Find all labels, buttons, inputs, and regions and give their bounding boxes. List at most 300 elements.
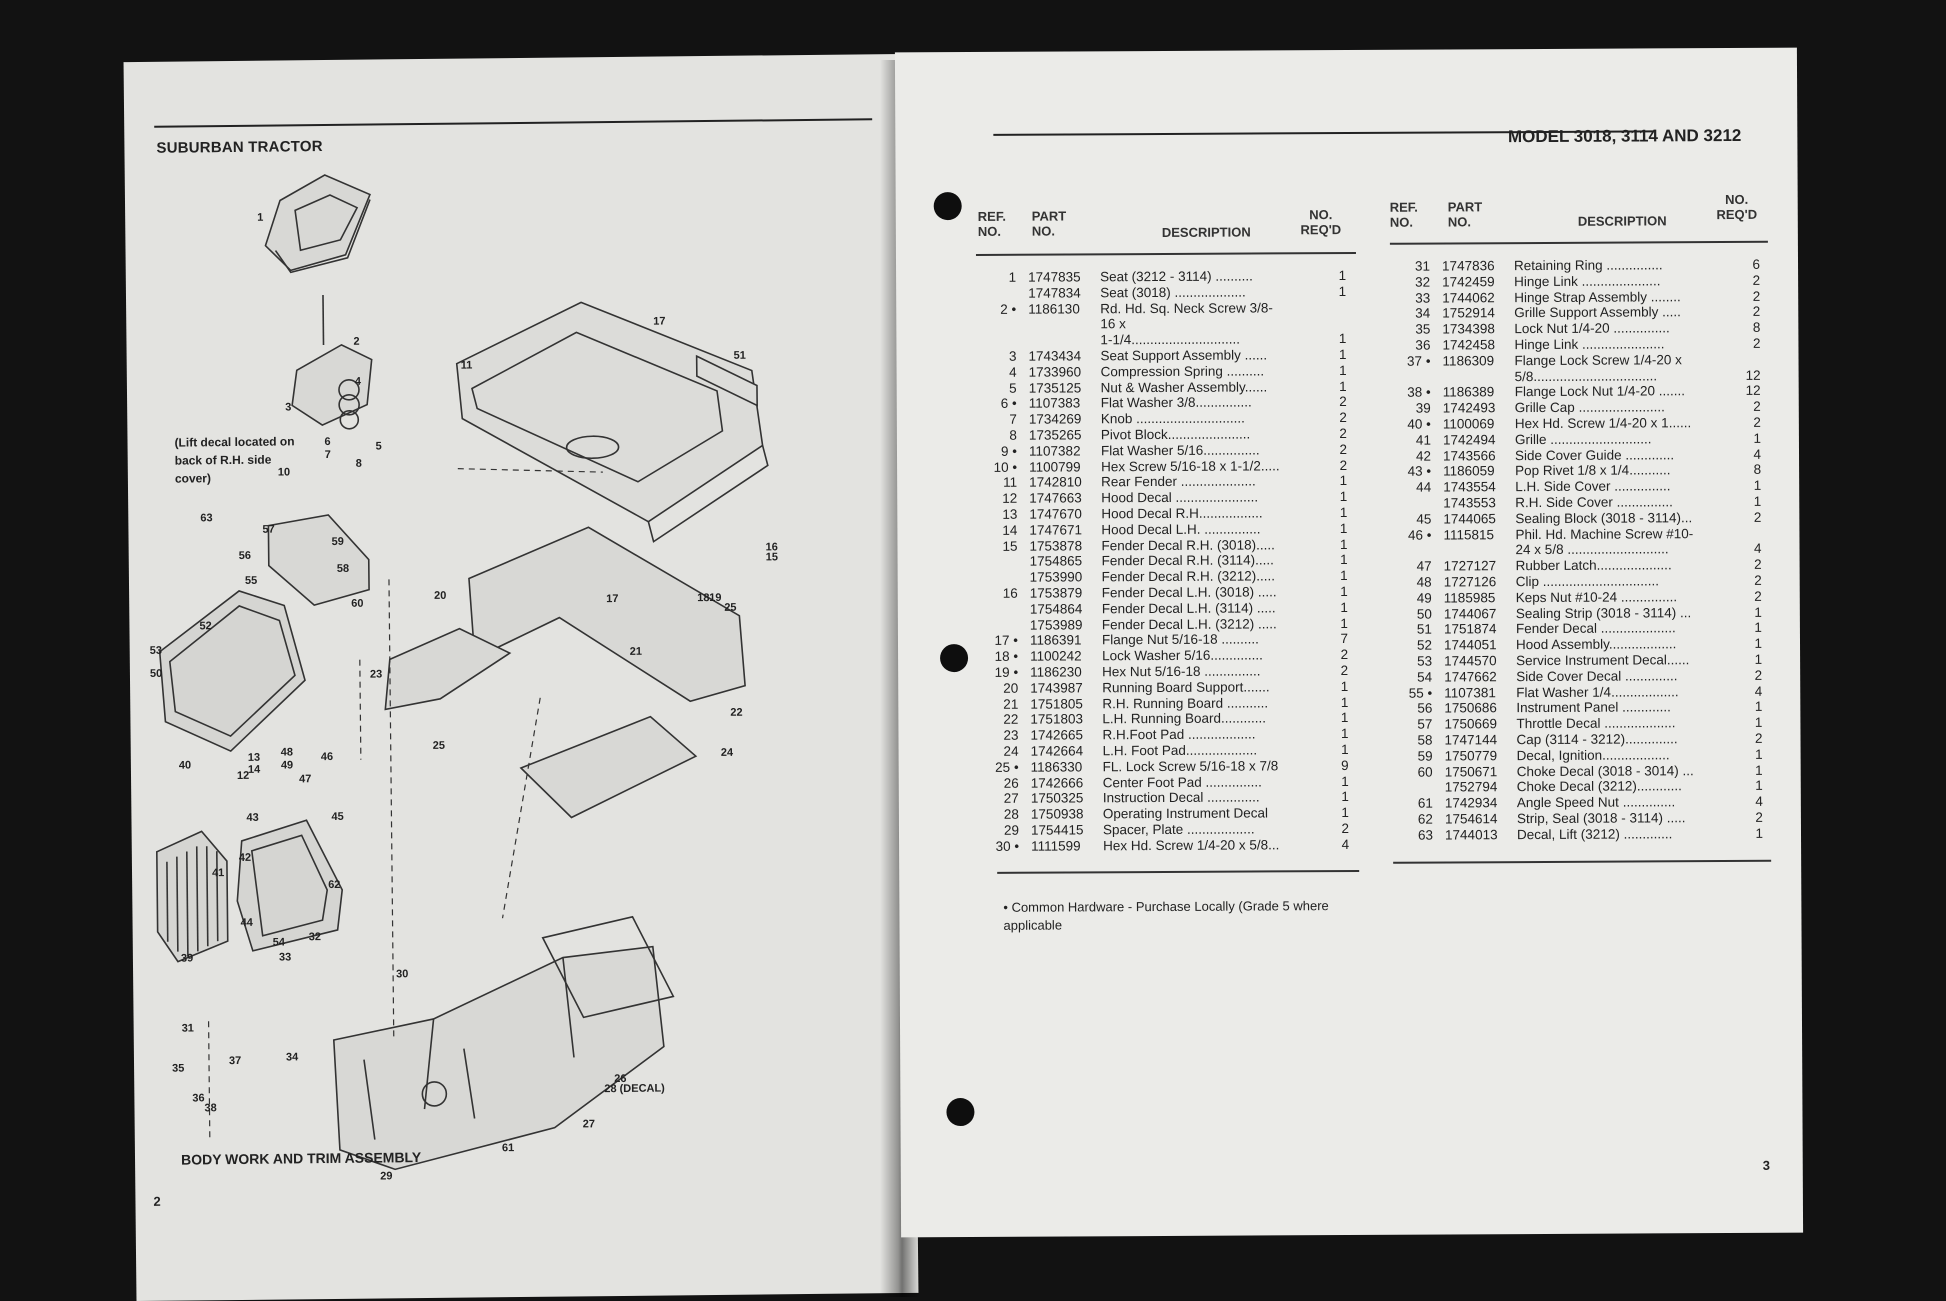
part-no: 1186391 — [1030, 633, 1082, 648]
ref-no: 26 — [985, 775, 1019, 790]
part-no: 1752794 — [1445, 780, 1498, 795]
table-row — [983, 521, 1355, 539]
table-row — [984, 679, 1356, 697]
description: Nut & Washer Assembly...... — [1101, 379, 1321, 395]
description: Hex Hd. Screw 1/4-20 x 5/8... — [1103, 837, 1323, 853]
part-no: 1754415 — [1031, 822, 1084, 837]
qty-required: 1 — [1329, 489, 1347, 504]
ref-no: 57 — [1398, 717, 1432, 732]
qty-required: 1 — [1330, 568, 1348, 583]
qty-required: 1 — [1328, 268, 1346, 283]
col-ref-left: REF. NO. — [978, 209, 1018, 239]
ref-no: 24 — [985, 744, 1019, 759]
part-no: 1185985 — [1444, 590, 1496, 605]
svg-text:48: 48 — [281, 746, 293, 758]
col-desc-left: DESCRIPTION — [1162, 225, 1251, 240]
ref-no: 55 • — [1398, 685, 1432, 700]
description: Hinge Strap Assembly ........ — [1514, 289, 1734, 305]
svg-text:3: 3 — [285, 401, 291, 413]
part-no: 1734269 — [1029, 412, 1082, 427]
svg-text:44: 44 — [240, 917, 253, 929]
part-no: 1107383 — [1029, 396, 1081, 411]
ref-no: 42 — [1397, 448, 1431, 463]
svg-text:57: 57 — [262, 524, 274, 536]
svg-text:14: 14 — [248, 764, 261, 776]
qty-required: 2 — [1745, 810, 1763, 825]
part-no: 1753989 — [1030, 617, 1083, 632]
table-row — [1397, 367, 1769, 385]
col-part-left: PART NO. — [1032, 208, 1076, 238]
ref-no: 51 — [1398, 622, 1432, 637]
col-rule-left-top — [976, 252, 1356, 256]
seat-support-drawing — [291, 295, 372, 430]
svg-text:55: 55 — [245, 575, 257, 587]
qty-required: 2 — [1744, 557, 1762, 572]
description: FL. Lock Screw 5/16-18 x 7/8 — [1103, 758, 1323, 774]
table-row — [1399, 825, 1771, 843]
part-no: 1100242 — [1030, 649, 1082, 664]
description: Decal, Lift (3212) ............. — [1517, 826, 1737, 842]
part-no: 1735265 — [1029, 427, 1082, 442]
ref-no: 18 • — [984, 649, 1018, 664]
svg-text:58: 58 — [337, 563, 349, 575]
part-no: 1754864 — [1030, 601, 1083, 616]
table-row — [1399, 778, 1771, 796]
svg-text:62: 62 — [328, 879, 340, 891]
qty-required: 2 — [1331, 821, 1349, 836]
ref-no: 32 — [1396, 274, 1430, 289]
qty-required: 1 — [1329, 505, 1347, 520]
description: Sealing Block (3018 - 3114)... — [1515, 510, 1735, 526]
description: Keps Nut #10-24 ............... — [1516, 589, 1736, 605]
table-row — [1399, 794, 1771, 812]
part-no: 1750938 — [1031, 806, 1084, 821]
qty-required: 4 — [1744, 683, 1762, 698]
svg-text:5: 5 — [376, 440, 382, 452]
svg-text:26: 26 — [614, 1073, 626, 1085]
part-no: 1747662 — [1444, 669, 1497, 684]
svg-text:59: 59 — [332, 536, 344, 548]
description: Hex Screw 5/16-18 x 1-1/2..... — [1101, 458, 1321, 474]
description: R.H. Side Cover ............... — [1515, 494, 1735, 510]
svg-text:25: 25 — [433, 740, 445, 752]
description: Retaining Ring ............... — [1514, 257, 1734, 273]
svg-text:18: 18 — [697, 592, 709, 604]
qty-required: 1 — [1743, 494, 1761, 509]
table-row — [985, 821, 1357, 839]
description: L.H. Side Cover ............... — [1515, 478, 1735, 494]
description: Side Cover Guide ............. — [1515, 447, 1735, 463]
ref-no: 53 — [1398, 653, 1432, 668]
part-no: 1733960 — [1029, 364, 1082, 379]
svg-text:13: 13 — [248, 752, 260, 764]
col-ref-right: REF. NO. — [1390, 200, 1430, 230]
description: Flange Lock Nut 1/4-20 ....... — [1515, 383, 1735, 399]
table-row — [983, 410, 1355, 428]
table-row — [1398, 715, 1770, 733]
svg-text:34: 34 — [286, 1051, 299, 1063]
svg-text:56: 56 — [239, 550, 251, 562]
description: Flat Washer 1/4.................. — [1516, 683, 1736, 699]
svg-text:32: 32 — [309, 931, 321, 943]
qty-required: 1 — [1331, 742, 1349, 757]
description: Flat Washer 5/16............... — [1101, 442, 1321, 458]
col-desc-right: DESCRIPTION — [1578, 213, 1667, 228]
table-row — [982, 268, 1354, 286]
part-no: 1744013 — [1445, 827, 1498, 842]
part-no: 1107381 — [1444, 685, 1496, 700]
qty-required: 1 — [1328, 331, 1346, 346]
part-no: 1100069 — [1443, 416, 1495, 431]
col-qty-left: NO. REQ'D — [1298, 207, 1344, 237]
description: Flat Washer 3/8............... — [1101, 395, 1321, 411]
table-row — [982, 284, 1354, 302]
ref-no: 20 — [984, 680, 1018, 695]
table-row — [984, 600, 1356, 618]
table-row — [1396, 288, 1768, 306]
page-number-right: 3 — [1763, 1158, 1770, 1173]
qty-required: 2 — [1744, 668, 1762, 683]
qty-required: 4 — [1745, 794, 1763, 809]
parts-table-left — [982, 268, 1357, 854]
ref-no: 63 — [1399, 827, 1433, 842]
description: Sealing Strip (3018 - 3114) ... — [1516, 605, 1736, 621]
description: L.H. Running Board............ — [1102, 710, 1322, 726]
qty-required: 1 — [1328, 347, 1346, 362]
description: Hood Decal R.H................. — [1101, 505, 1321, 521]
ref-no: 50 — [1398, 606, 1432, 621]
description: Hinge Link ..................... — [1514, 273, 1734, 289]
qty-required: 2 — [1329, 394, 1347, 409]
ref-no: 40 • — [1397, 417, 1431, 432]
svg-text:63: 63 — [200, 512, 212, 524]
description: Fender Decal L.H. (3018) ..... — [1102, 584, 1322, 600]
description: Spacer, Plate .................. — [1103, 821, 1323, 837]
table-row — [1398, 620, 1770, 638]
description: R.H.Foot Pad .................. — [1102, 726, 1322, 742]
page-header-right: MODEL 3018, 3114 AND 3212 — [1508, 126, 1742, 147]
description: Compression Spring .......... — [1101, 363, 1321, 379]
part-no: 1744570 — [1444, 653, 1497, 668]
ref-no: 47 — [1398, 559, 1432, 574]
part-no: 1754614 — [1445, 811, 1498, 826]
qty-required: 1 — [1329, 379, 1347, 394]
ref-no: 5 — [983, 380, 1017, 395]
qty-required: 1 — [1744, 699, 1762, 714]
svg-text:23: 23 — [370, 668, 382, 680]
qty-required: 12 — [1743, 367, 1761, 382]
table-row — [1398, 683, 1770, 701]
exploded-diagram — [124, 54, 919, 1301]
description: Seat Support Assembly ...... — [1100, 347, 1320, 363]
table-row — [1396, 304, 1768, 322]
description: Clip ............................... — [1516, 573, 1736, 589]
ref-no: 35 — [1396, 322, 1430, 337]
svg-text:4: 4 — [355, 376, 362, 388]
description: Flange Lock Screw 1/4-20 x — [1514, 352, 1734, 368]
table-row — [1399, 810, 1771, 828]
svg-text:45: 45 — [331, 811, 343, 823]
ref-no: 6 • — [983, 396, 1017, 411]
svg-text:42: 42 — [239, 852, 251, 864]
table-row — [1396, 273, 1768, 291]
description: Strip, Seal (3018 - 3114) ..... — [1517, 810, 1737, 826]
qty-required: 1 — [1331, 805, 1349, 820]
part-no: 1742494 — [1443, 432, 1496, 447]
table-row — [985, 805, 1357, 823]
description: Fender Decal R.H. (3018)..... — [1101, 537, 1321, 553]
qty-required: 1 — [1331, 774, 1349, 789]
svg-text:17: 17 — [606, 593, 618, 605]
qty-required: 2 — [1744, 731, 1762, 746]
qty-required: 9 — [1331, 758, 1349, 773]
table-row — [984, 631, 1356, 649]
description: Fender Decal L.H. (3212) ..... — [1102, 616, 1322, 632]
description: Grille ........................... — [1515, 431, 1735, 447]
table-row — [1397, 478, 1769, 496]
description: L.H. Foot Pad................... — [1103, 742, 1323, 758]
part-no: 1744062 — [1442, 290, 1495, 305]
qty-required: 1 — [1329, 473, 1347, 488]
ref-no: 25 • — [985, 759, 1019, 774]
binder-hole — [934, 192, 962, 220]
svg-text:19: 19 — [709, 592, 721, 604]
col-rule-right-top — [1390, 241, 1768, 245]
ref-no: 59 — [1399, 748, 1433, 763]
ref-no: 52 — [1398, 638, 1432, 653]
table-row — [1396, 336, 1768, 354]
part-no: 1115815 — [1443, 527, 1494, 542]
table-row — [983, 394, 1355, 412]
svg-text:28 (DECAL): 28 (DECAL) — [604, 1083, 665, 1096]
ref-no: 16 — [984, 586, 1018, 601]
part-no: 1186230 — [1030, 664, 1082, 679]
table-row — [1397, 383, 1769, 401]
svg-text:20: 20 — [434, 590, 446, 602]
table-row — [982, 347, 1354, 365]
description: Rubber Latch.................... — [1516, 557, 1736, 573]
qty-required: 1 — [1743, 431, 1761, 446]
part-no: 1747144 — [1444, 732, 1497, 747]
table-row — [1399, 762, 1771, 780]
description: Decal, Ignition.................. — [1517, 747, 1737, 763]
description: Service Instrument Decal...... — [1516, 652, 1736, 668]
svg-text:60: 60 — [351, 598, 363, 610]
qty-required: 2 — [1743, 510, 1761, 525]
ref-no: 21 — [984, 696, 1018, 711]
part-no: 1747835 — [1028, 269, 1081, 284]
ref-no: 19 • — [984, 665, 1018, 680]
ref-no: 58 — [1398, 732, 1432, 747]
ref-no: 3 — [982, 349, 1016, 364]
table-row — [1398, 731, 1770, 749]
table-row — [984, 568, 1356, 586]
description: Fender Decal L.H. (3114) ..... — [1102, 600, 1322, 616]
table-row — [983, 505, 1355, 523]
table-row — [983, 379, 1355, 397]
ref-no: 29 — [985, 823, 1019, 838]
table-row — [1397, 415, 1769, 433]
svg-text:53: 53 — [150, 645, 162, 657]
page-number-left: 2 — [153, 1194, 160, 1209]
qty-required: 1 — [1330, 600, 1348, 615]
common-hardware-note: • Common Hardware - Purchase Locally (Grade 5 where applicable — [1003, 897, 1333, 935]
part-no: 1742666 — [1031, 775, 1084, 790]
table-row — [984, 647, 1356, 665]
description: Flange Nut 5/16-18 .......... — [1102, 631, 1322, 647]
svg-text:38: 38 — [204, 1102, 216, 1114]
col-part-right: PART NO. — [1448, 199, 1492, 229]
table-row — [1398, 589, 1770, 607]
qty-required: 1 — [1744, 620, 1762, 635]
svg-text:12: 12 — [237, 770, 249, 782]
description: Lock Washer 5/16.............. — [1102, 647, 1322, 663]
ref-no: 34 — [1396, 306, 1430, 321]
table-row — [983, 537, 1355, 555]
qty-required: 1 — [1330, 584, 1348, 599]
ref-no: 39 — [1397, 401, 1431, 416]
part-no: 1727127 — [1444, 558, 1497, 573]
description: 5/8................................. — [1515, 368, 1735, 384]
table-row — [1397, 510, 1769, 528]
ref-no: 14 — [983, 522, 1017, 537]
part-no: 1747663 — [1029, 491, 1082, 506]
ref-no: 9 • — [983, 444, 1017, 459]
qty-required: 1 — [1329, 537, 1347, 552]
part-no: 1742458 — [1442, 337, 1495, 352]
part-no: 1750325 — [1031, 791, 1084, 806]
table-row — [983, 442, 1355, 460]
table-row — [1398, 604, 1770, 622]
qty-required: 1 — [1744, 636, 1762, 651]
svg-text:47: 47 — [299, 773, 311, 785]
svg-text:16: 16 — [766, 541, 778, 553]
qty-required: 1 — [1328, 284, 1346, 299]
qty-required: 1 — [1330, 616, 1348, 631]
description: Rear Fender .................... — [1101, 474, 1321, 490]
description: Instrument Panel ............. — [1516, 699, 1736, 715]
description: R.H. Running Board ........... — [1102, 695, 1322, 711]
qty-required: 2 — [1743, 415, 1761, 430]
rear-fender-drawing — [456, 300, 768, 543]
table-row — [1396, 257, 1768, 275]
description: Rd. Hd. Sq. Neck Screw 3/8- — [1100, 300, 1320, 316]
svg-text:41: 41 — [212, 867, 224, 879]
part-no: 1744067 — [1444, 606, 1497, 621]
svg-text:8: 8 — [356, 458, 362, 470]
svg-text:7: 7 — [325, 449, 331, 461]
qty-required: 7 — [1330, 631, 1348, 646]
svg-text:40: 40 — [179, 759, 191, 771]
ref-no: 2 • — [982, 301, 1016, 316]
ref-no: 23 — [984, 728, 1018, 743]
description: Phil. Hd. Machine Screw #10- — [1515, 526, 1735, 542]
ref-no: 8 — [983, 428, 1017, 443]
description: Grille Support Assembly ..... — [1514, 304, 1734, 320]
svg-text:21: 21 — [630, 646, 642, 658]
description: Choke Decal (3212)............ — [1517, 778, 1737, 794]
table-row — [1398, 699, 1770, 717]
part-no: 1747671 — [1029, 522, 1082, 537]
description: Seat (3212 - 3114) .......... — [1100, 268, 1320, 284]
ref-no: 22 — [984, 712, 1018, 727]
part-no: 1750669 — [1444, 716, 1497, 731]
ref-no: 37 • — [1396, 353, 1430, 368]
table-row — [983, 426, 1355, 444]
ref-no: 4 — [983, 365, 1017, 380]
part-no: 1100799 — [1029, 459, 1081, 474]
svg-text:11: 11 — [461, 359, 473, 371]
ref-no: 30 • — [985, 838, 1019, 853]
ref-no: 45 — [1397, 511, 1431, 526]
description: Operating Instrument Decal — [1103, 805, 1323, 821]
description: Fender Decal R.H. (3114)..... — [1102, 552, 1322, 568]
table-row — [982, 300, 1354, 318]
qty-required: 1 — [1744, 604, 1762, 619]
ref-no: 49 — [1398, 590, 1432, 605]
ref-no: 56 — [1398, 701, 1432, 716]
table-row — [1397, 525, 1769, 543]
part-no: 1743566 — [1443, 448, 1496, 463]
description: Hinge Link ...................... — [1514, 336, 1734, 352]
description: Fender Decal R.H. (3212)..... — [1102, 568, 1322, 584]
ref-no: 33 — [1396, 290, 1430, 305]
table-row — [1397, 494, 1769, 512]
svg-text:30: 30 — [396, 968, 408, 980]
svg-text:37: 37 — [229, 1055, 241, 1067]
table-row — [983, 363, 1355, 381]
qty-required: 1 — [1745, 778, 1763, 793]
part-no: 1735125 — [1029, 380, 1082, 395]
part-no: 1742934 — [1445, 795, 1498, 810]
table-row — [983, 473, 1355, 491]
svg-text:46: 46 — [321, 751, 333, 763]
ref-no: 17 • — [984, 633, 1018, 648]
part-no: 1186059 — [1443, 464, 1495, 479]
description: Pop Rivet 1/8 x 1/4........... — [1515, 462, 1735, 478]
right-page — [895, 48, 1803, 1238]
description: Side Cover Decal .............. — [1516, 668, 1736, 684]
svg-text:33: 33 — [279, 951, 291, 963]
svg-text:22: 22 — [730, 707, 742, 719]
svg-text:25: 25 — [724, 602, 736, 614]
description: Instruction Decal .............. — [1103, 789, 1323, 805]
svg-text:31: 31 — [182, 1022, 194, 1034]
description: Knob ............................. — [1101, 410, 1321, 426]
svg-text:36: 36 — [192, 1092, 204, 1104]
hood-drawing — [159, 590, 306, 752]
lift-decal-note: (Lift decal located on back of R.H. side cover) — [174, 432, 305, 487]
table-row — [983, 489, 1355, 507]
svg-text:35: 35 — [172, 1063, 184, 1075]
qty-required: 2 — [1744, 589, 1762, 604]
table-row — [1397, 446, 1769, 464]
part-no: 1186330 — [1031, 759, 1083, 774]
description: Angle Speed Nut .............. — [1517, 794, 1737, 810]
qty-required: 2 — [1330, 663, 1348, 678]
ref-no: 13 — [983, 507, 1017, 522]
ref-no: 36 — [1396, 338, 1430, 353]
table-row — [985, 789, 1357, 807]
qty-required: 1 — [1329, 363, 1347, 378]
ref-no: 46 • — [1397, 527, 1431, 542]
part-no: 1751803 — [1030, 712, 1083, 727]
part-no: 1742664 — [1031, 743, 1084, 758]
part-no: 1186130 — [1028, 301, 1080, 316]
part-no: 1754865 — [1030, 554, 1083, 569]
part-no: 1727126 — [1444, 574, 1497, 589]
ref-no: 11 — [983, 475, 1017, 490]
